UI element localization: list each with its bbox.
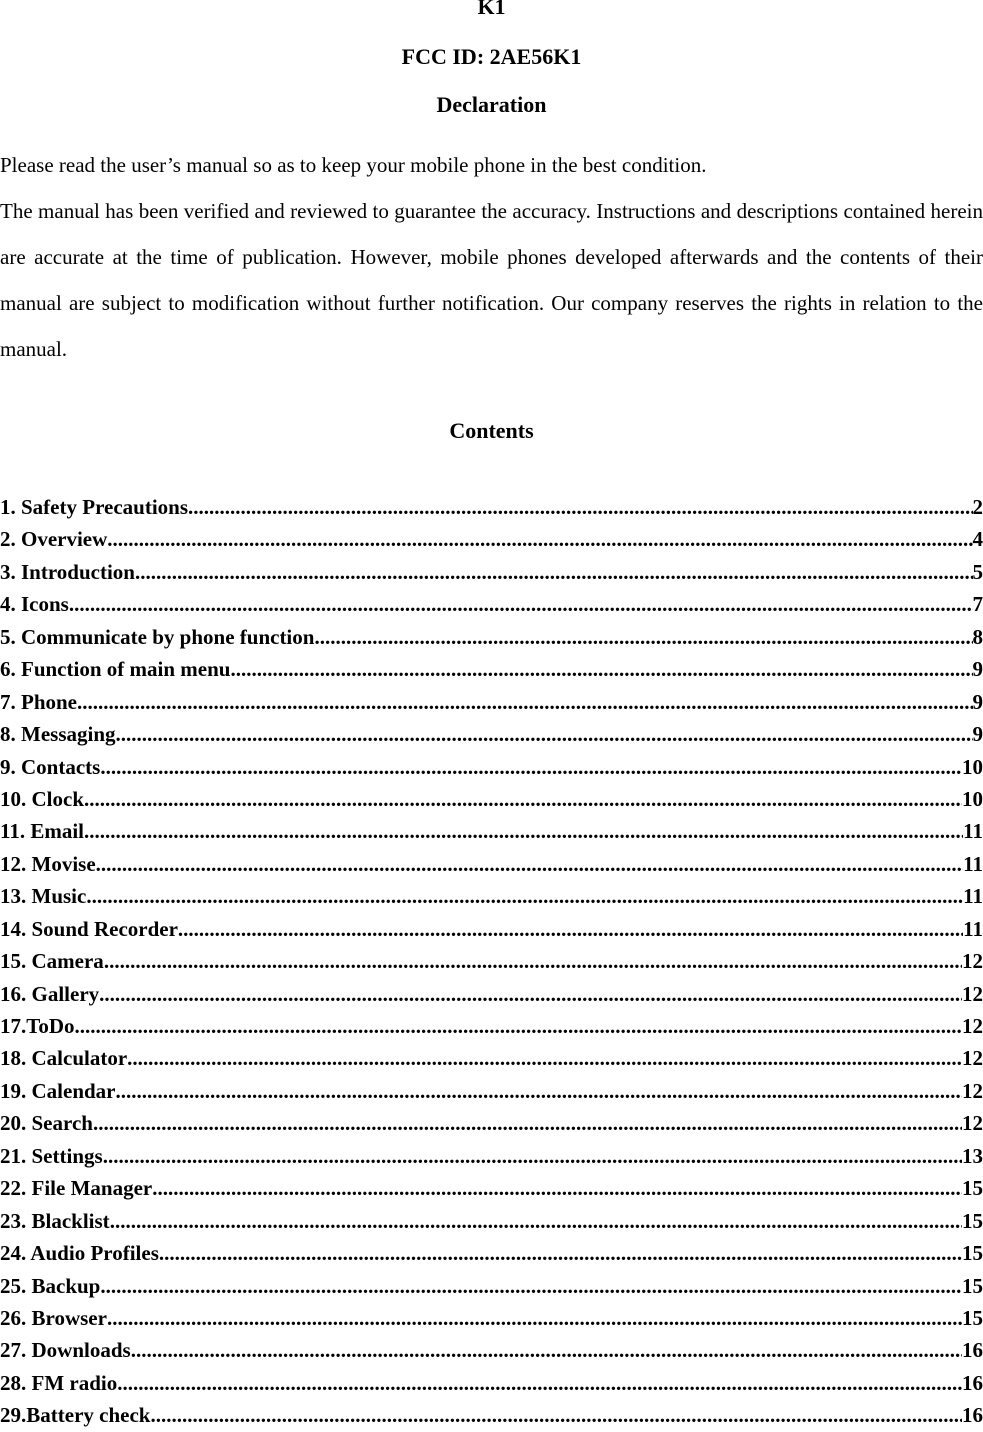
toc-entry-page: 12 bbox=[962, 1010, 983, 1042]
toc-entry-title: 21. Settings bbox=[0, 1140, 103, 1172]
toc-entry-title: 14. Sound Recorder bbox=[0, 913, 178, 945]
declaration-body bbox=[0, 142, 983, 372]
toc-entry-title: 24. Audio Profiles bbox=[0, 1237, 159, 1269]
toc-entry-title: 25. Backup bbox=[0, 1270, 100, 1302]
toc-leader bbox=[103, 1140, 962, 1172]
toc-entry-page: 15 bbox=[962, 1270, 983, 1302]
toc-entry[interactable] bbox=[0, 1172, 983, 1204]
toc-entry-page: 16 bbox=[962, 1334, 983, 1366]
toc-entry[interactable] bbox=[0, 1270, 983, 1302]
toc-entry-title: 5. Communicate by phone function bbox=[0, 621, 314, 653]
toc-entry-page: 11 bbox=[963, 815, 983, 847]
toc-entry[interactable] bbox=[0, 523, 983, 555]
toc-entry-title: 29.Battery check bbox=[0, 1399, 150, 1431]
toc-entry-page: 16 bbox=[962, 1367, 983, 1399]
toc-entry-page: 9 bbox=[973, 686, 983, 718]
toc-entry-title: 17.ToDo bbox=[0, 1010, 75, 1042]
toc-entry-page: 13 bbox=[962, 1140, 983, 1172]
toc-entry-page: 5 bbox=[973, 556, 983, 588]
toc-leader bbox=[107, 1302, 962, 1334]
declaration-paragraph-1: Please read the user’s manual so as to keep your mobile phone in the best condition. bbox=[0, 142, 983, 188]
toc-entry-title: 11. Email bbox=[0, 815, 84, 847]
table-of-contents bbox=[0, 491, 983, 1432]
document-title: K1 bbox=[0, 0, 983, 20]
toc-leader bbox=[127, 1042, 962, 1074]
toc-entry-page: 11 bbox=[963, 913, 983, 945]
toc-entry-page: 15 bbox=[962, 1205, 983, 1237]
toc-entry[interactable] bbox=[0, 1042, 983, 1074]
toc-entry-page: 10 bbox=[962, 751, 983, 783]
toc-entry-title: 4. Icons bbox=[0, 588, 69, 620]
toc-entry-title: 7. Phone bbox=[0, 686, 77, 718]
toc-entry[interactable] bbox=[0, 880, 983, 912]
toc-leader bbox=[100, 751, 962, 783]
toc-entry[interactable] bbox=[0, 1107, 983, 1139]
toc-entry-page: 8 bbox=[973, 621, 983, 653]
toc-leader bbox=[86, 880, 963, 912]
toc-entry[interactable] bbox=[0, 1140, 983, 1172]
toc-entry-title: 19. Calendar bbox=[0, 1075, 116, 1107]
toc-entry[interactable] bbox=[0, 1205, 983, 1237]
toc-entry[interactable] bbox=[0, 1399, 983, 1431]
toc-leader bbox=[84, 815, 963, 847]
toc-entry-title: 23. Blacklist bbox=[0, 1205, 110, 1237]
toc-leader bbox=[178, 913, 963, 945]
toc-entry-title: 26. Browser bbox=[0, 1302, 107, 1334]
toc-entry-title: 9. Contacts bbox=[0, 751, 100, 783]
toc-leader bbox=[116, 1075, 963, 1107]
toc-entry[interactable] bbox=[0, 1367, 983, 1399]
toc-leader bbox=[77, 686, 972, 718]
toc-leader bbox=[230, 653, 972, 685]
toc-entry-title: 3. Introduction bbox=[0, 556, 135, 588]
toc-entry-title: 8. Messaging bbox=[0, 718, 116, 750]
toc-entry[interactable] bbox=[0, 815, 983, 847]
toc-entry[interactable] bbox=[0, 653, 983, 685]
toc-entry[interactable] bbox=[0, 491, 983, 523]
toc-entry[interactable] bbox=[0, 686, 983, 718]
toc-entry[interactable] bbox=[0, 783, 983, 815]
toc-leader bbox=[110, 1205, 962, 1237]
toc-entry-title: 22. File Manager bbox=[0, 1172, 152, 1204]
toc-entry-page: 10 bbox=[962, 783, 983, 815]
toc-entry-page: 15 bbox=[962, 1302, 983, 1334]
declaration-paragraph-2: The manual has been verified and reviewed to guarantee the accuracy. Instructions and descriptions contained herein are accurate at the time of publication. However, mobile phones developed afterwards and the contents of their manual are subject to modification without further notification. Our company reserves the rights in relation to the manual. bbox=[0, 188, 983, 372]
toc-entry[interactable] bbox=[0, 718, 983, 750]
toc-entry-title: 15. Camera bbox=[0, 945, 104, 977]
toc-entry[interactable] bbox=[0, 913, 983, 945]
toc-entry[interactable] bbox=[0, 621, 983, 653]
toc-entry[interactable] bbox=[0, 1237, 983, 1269]
toc-entry-page: 9 bbox=[973, 718, 983, 750]
toc-entry-page: 11 bbox=[963, 848, 983, 880]
toc-entry-page: 16 bbox=[962, 1399, 983, 1431]
toc-leader bbox=[159, 1237, 962, 1269]
toc-entry[interactable] bbox=[0, 978, 983, 1010]
toc-leader bbox=[107, 523, 972, 555]
toc-leader bbox=[104, 945, 962, 977]
toc-entry[interactable] bbox=[0, 1075, 983, 1107]
toc-entry-title: 13. Music bbox=[0, 880, 86, 912]
toc-leader bbox=[152, 1172, 962, 1204]
toc-entry-title: 27. Downloads bbox=[0, 1334, 131, 1366]
toc-entry-page: 12 bbox=[962, 1042, 983, 1074]
fcc-id: FCC ID: 2AE56K1 bbox=[0, 44, 983, 70]
toc-entry[interactable] bbox=[0, 556, 983, 588]
toc-entry-page: 15 bbox=[962, 1172, 983, 1204]
toc-leader bbox=[188, 491, 972, 523]
toc-entry[interactable] bbox=[0, 945, 983, 977]
toc-entry[interactable] bbox=[0, 588, 983, 620]
toc-entry-page: 12 bbox=[962, 945, 983, 977]
toc-entry[interactable] bbox=[0, 751, 983, 783]
toc-entry[interactable] bbox=[0, 1334, 983, 1366]
toc-leader bbox=[131, 1334, 962, 1366]
toc-leader bbox=[135, 556, 973, 588]
toc-entry-page: 2 bbox=[973, 491, 983, 523]
toc-entry-title: 18. Calculator bbox=[0, 1042, 127, 1074]
toc-entry-page: 7 bbox=[973, 588, 983, 620]
toc-entry-title: 1. Safety Precautions bbox=[0, 491, 188, 523]
toc-entry-title: 28. FM radio bbox=[0, 1367, 117, 1399]
toc-leader bbox=[69, 588, 973, 620]
toc-leader bbox=[96, 848, 964, 880]
toc-entry-title: 12. Movise bbox=[0, 848, 96, 880]
toc-entry-page: 15 bbox=[962, 1237, 983, 1269]
toc-entry-title: 6. Function of main menu bbox=[0, 653, 230, 685]
toc-entry-page: 4 bbox=[973, 523, 983, 555]
toc-entry[interactable] bbox=[0, 848, 983, 880]
declaration-heading: Declaration bbox=[0, 92, 983, 118]
toc-entry-title: 2. Overview bbox=[0, 523, 107, 555]
toc-entry[interactable] bbox=[0, 1010, 983, 1042]
toc-leader bbox=[93, 1107, 962, 1139]
toc-entry-page: 12 bbox=[962, 1107, 983, 1139]
toc-leader bbox=[100, 1270, 962, 1302]
toc-leader bbox=[99, 978, 962, 1010]
contents-heading: Contents bbox=[0, 418, 983, 444]
toc-leader bbox=[117, 1367, 962, 1399]
toc-entry-title: 10. Clock bbox=[0, 783, 84, 815]
toc-entry-title: 16. Gallery bbox=[0, 978, 99, 1010]
toc-entry-page: 9 bbox=[973, 653, 983, 685]
toc-leader bbox=[84, 783, 962, 815]
toc-entry-page: 12 bbox=[962, 1075, 983, 1107]
toc-entry-page: 11 bbox=[963, 880, 983, 912]
toc-entry-page: 12 bbox=[962, 978, 983, 1010]
toc-leader bbox=[314, 621, 972, 653]
toc-entry-title: 20. Search bbox=[0, 1107, 93, 1139]
toc-entry[interactable] bbox=[0, 1302, 983, 1334]
toc-leader bbox=[75, 1010, 963, 1042]
toc-leader bbox=[150, 1399, 962, 1431]
toc-leader bbox=[116, 718, 973, 750]
